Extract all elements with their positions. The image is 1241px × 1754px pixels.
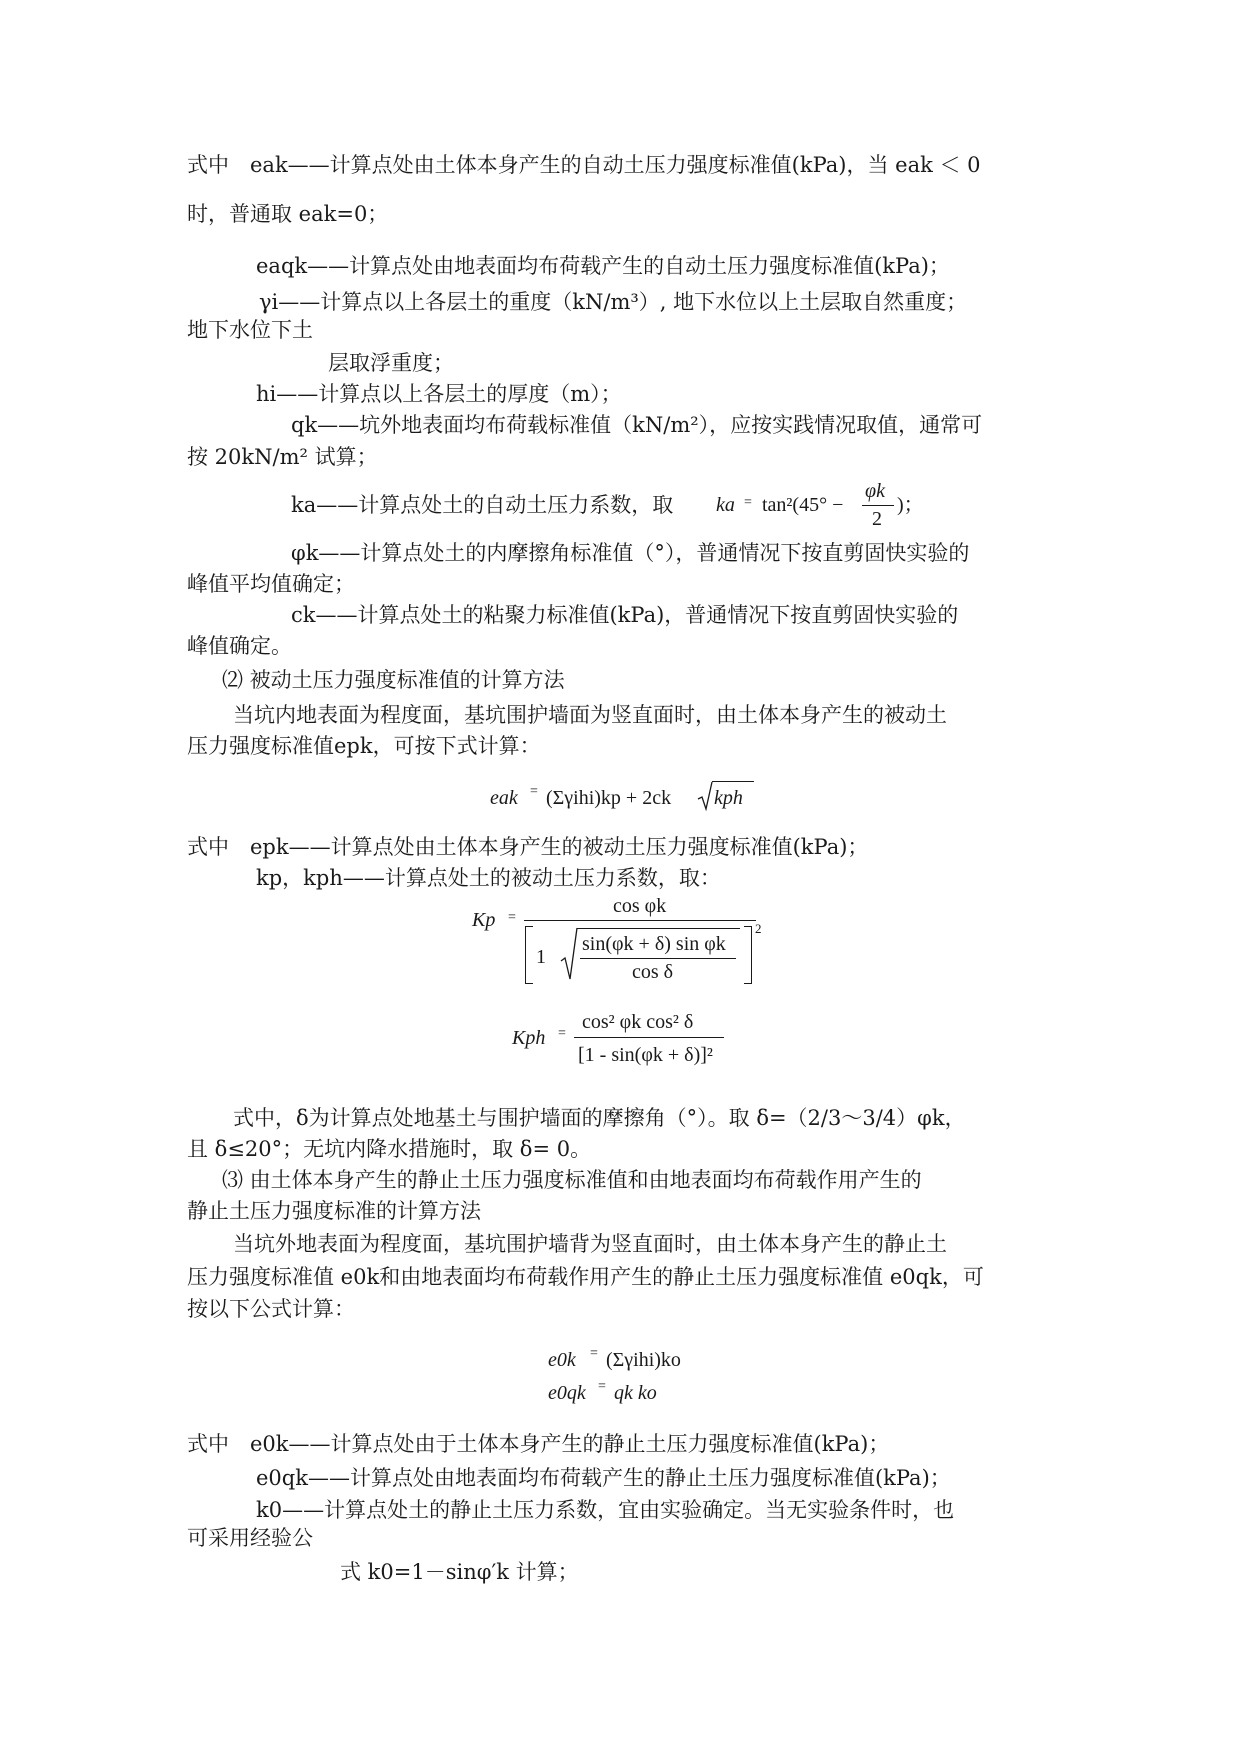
epk-sqrt-sign xyxy=(697,781,713,811)
kp-exponent: 2 xyxy=(755,921,762,936)
epk-formula-eq-sign: = xyxy=(530,784,538,799)
e0k-formula-eq-sign: = xyxy=(590,1346,598,1361)
kp-right-bracket xyxy=(744,926,752,984)
text-line-16: 当坑内地表面为程度面，基坑围护墙面为竖直面时，由土体本身产生的被动土 xyxy=(233,703,947,727)
text-line-23: 静止土压力强度标准的计算方法 xyxy=(187,1199,481,1223)
text-line-19: kp，kph——计算点处土的被动土压力系数，取： xyxy=(256,866,721,890)
text-line-26: 按以下公式计算： xyxy=(187,1297,355,1321)
kph-formula-eq-sign: = xyxy=(558,1026,566,1041)
kp-formula-one: 1 xyxy=(536,946,546,968)
e0qk-formula-lhs: e0qk xyxy=(548,1382,586,1404)
text-line-30: 可采用经验公 xyxy=(187,1526,313,1550)
e0k-formula-lhs: e0k xyxy=(548,1349,576,1371)
e0k-formula-rhs: (Σγihi)ko xyxy=(606,1349,681,1371)
section-heading-3: ⑶ 由土体本身产生的静止土压力强度标准值和由地表面均布荷载作用产生的 xyxy=(222,1168,922,1192)
text-line-14: 峰值确定。 xyxy=(187,634,292,658)
ka-fraction-bar xyxy=(862,505,894,506)
text-line-24: 当坑外地表面为程度面，基坑围护墙背为竖直面时，由土体本身产生的静止土 xyxy=(233,1232,947,1256)
e0qk-formula-rhs: qk ko xyxy=(614,1382,657,1404)
epk-formula-root: kph xyxy=(714,787,743,809)
text-line-3: eaqk——计算点处由地表面均布荷载产生的自动土压力强度标准值(kPa)； xyxy=(256,254,950,278)
epk-sqrt-bar xyxy=(712,781,754,782)
e0qk-formula-eq-sign: = xyxy=(598,1379,606,1394)
ka-formula-lhs: ka xyxy=(716,494,735,516)
kp-fraction-bar xyxy=(524,920,756,921)
ka-formula-numerator: φk xyxy=(865,480,885,502)
ka-formula-denominator: 2 xyxy=(872,508,882,530)
text-line-18: 式中 epk——计算点处由土体本身产生的被动土压力强度标准值(kPa)； xyxy=(187,835,869,859)
text-line-6: 层取浮重度； xyxy=(328,351,454,375)
kp-sqrt-sign xyxy=(560,927,578,981)
kp-inner-fraction-bar xyxy=(580,958,736,959)
text-line-17: 压力强度标准值epk，可按下式计算： xyxy=(187,734,541,758)
text-line-11: φk——计算点处土的内摩擦角标准值（°），普通情况下按直剪固快实验的 xyxy=(291,541,970,565)
text-line-20: 式中，δ为计算点处地基土与围护墙面的摩擦角（°）。取 δ=（2/3～3/4）φk， xyxy=(233,1106,966,1130)
kp-formula-numerator: cos φk xyxy=(613,895,667,917)
epk-formula-body: (Σγihi)kp + 2ck xyxy=(546,787,672,809)
text-line-8: qk——坑外地表面均布荷载标准值（kN/m²），应按实践情况取值，通常可 xyxy=(291,413,983,437)
text-line-1: 式中 eak——计算点处由土体本身产生的自动土压力强度标准值(kPa)，当 eak ＜ 0 xyxy=(187,153,981,177)
text-line-2: 时，普通取 eak=0； xyxy=(187,202,389,226)
kp-sqrt-bar xyxy=(577,928,740,929)
kph-formula-numerator: cos² φk cos² δ xyxy=(582,1011,694,1033)
epk-formula-lhs: eak xyxy=(490,787,518,809)
kph-formula-lhs: Kph xyxy=(512,1027,546,1049)
kp-inner-numerator: sin(φk + δ) sin φk xyxy=(582,933,726,955)
kp-formula-lhs: Kp xyxy=(472,909,496,931)
text-line-27: 式中 e0k——计算点处由于土体本身产生的静止土压力强度标准值(kPa)； xyxy=(187,1432,890,1456)
text-line-21: 且 δ≤20°；无坑内降水措施时，取 δ= 0。 xyxy=(187,1137,592,1161)
text-line-25: 压力强度标准值 e0k和由地表面均布荷载作用产生的静止土压力强度标准值 e0qk，可 xyxy=(187,1265,984,1289)
text-line-13: ck——计算点处土的粘聚力标准值(kPa)，普通情况下按直剪固快实验的 xyxy=(291,603,959,627)
text-line-7: hi——计算点以上各层土的厚度（m）； xyxy=(256,382,622,406)
section-heading-2: ⑵ 被动土压力强度标准值的计算方法 xyxy=(222,668,565,692)
text-line-28: e0qk——计算点处由地表面均布荷载产生的静止土压力强度标准值(kPa)； xyxy=(256,1466,951,1490)
text-line-31: 式 k0=1－sinφ′k 计算； xyxy=(340,1560,579,1584)
text-line-4: γi——计算点以上各层土的重度（kN/m³）, 地下水位以上土层取自然重度； xyxy=(259,290,968,314)
ka-formula-close: )； xyxy=(897,494,924,516)
text-line-29: k0——计算点处土的静止土压力系数，宜由实验确定。当无实验条件时，也 xyxy=(256,1498,955,1522)
kp-formula-eq-sign: = xyxy=(508,910,516,925)
kp-left-bracket xyxy=(525,926,533,984)
ka-formula-body: tan²(45° − xyxy=(762,494,844,516)
text-line-10: ka——计算点处土的自动土压力系数，取 xyxy=(291,493,674,517)
kp-inner-denominator: cos δ xyxy=(632,961,674,983)
text-line-12: 峰值平均值确定； xyxy=(187,572,355,596)
text-line-9: 按 20kN/m² 试算； xyxy=(187,445,378,469)
kph-fraction-bar xyxy=(574,1037,724,1038)
kph-formula-denominator: [1 - sin(φk + δ)]² xyxy=(578,1044,713,1066)
ka-formula-eq-sign: = xyxy=(744,495,752,510)
text-line-5: 地下水位下土 xyxy=(187,318,313,342)
